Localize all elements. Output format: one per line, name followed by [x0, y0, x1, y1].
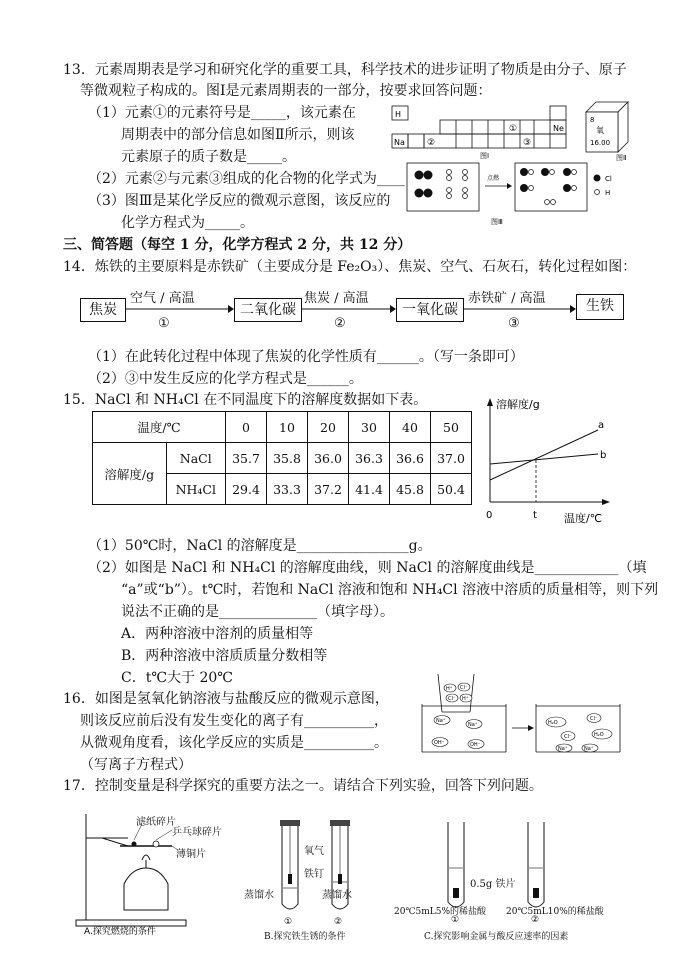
- q13-sub2: （2）元素②与元素③组成的化合物的化学式为____: [88, 171, 405, 187]
- periodic-table-figure: [390, 104, 590, 160]
- oxygen-mass: 16.00: [590, 139, 611, 147]
- curve-a-label: a: [598, 420, 605, 431]
- solubility-table: [92, 411, 472, 505]
- section3-heading: 三、简答题（每空 1 分，化学方程式 2 分，共 12 分）: [63, 237, 412, 253]
- q13-sub3b: 化学方程式为_____。: [121, 215, 254, 231]
- q16-line2: 则该反应前后没有发生变化的离子有__________，: [80, 713, 388, 729]
- q13-line2: 等微观粒子构成的。图Ⅰ是元素周期表的一部分，按要求回答问题：: [80, 83, 492, 99]
- nh4cl-10: 33.3: [267, 474, 308, 505]
- legend-cl: Cl: [605, 175, 612, 183]
- flow-step2: ②: [334, 316, 346, 331]
- ion-na-4: Na⁺: [584, 746, 594, 752]
- ion-na-3: Na⁺: [558, 746, 568, 752]
- q15-sub2a: （2）如图是 NaCl 和 NH₄Cl 的溶解度曲线，则 NaCl 的溶解度曲线是____________（填: [88, 560, 647, 576]
- q15-sub2b: “a”或“b”）。t℃时，若饱和 NaCl 溶液和饱和 NH₄Cl 溶液中溶质的质量相等，则下列: [121, 582, 659, 598]
- ignite-label: 点燃: [487, 175, 500, 182]
- cell-3: ③: [523, 138, 532, 148]
- ion-cl-1: Cl⁻: [460, 685, 468, 691]
- sol-header: 溶解度/g: [93, 443, 167, 505]
- label-acid-5: 20℃5mL5%的稀盐酸: [394, 907, 487, 917]
- flow-box-coke: 焦炭: [80, 298, 126, 322]
- flow-box-iron: 生铁: [576, 294, 624, 320]
- row-name-nacl: NaCl: [166, 443, 225, 474]
- ion-cl-4: Cl⁻: [564, 734, 572, 740]
- label-water2: 蒸馏水: [322, 890, 352, 901]
- nh4cl-30: 41.4: [349, 474, 390, 505]
- temp-30: 30: [349, 412, 390, 443]
- temp-50: 50: [431, 412, 472, 443]
- label-iron-nail: 铁钉: [304, 869, 324, 880]
- curve-origin: 0: [486, 510, 493, 521]
- reaction-micro-diagram: [405, 160, 630, 226]
- fig1-label: 图Ⅰ: [480, 152, 490, 160]
- nh4cl-50: 50.4: [431, 474, 472, 505]
- legend-h: H: [605, 189, 611, 197]
- nh4cl-20: 37.2: [308, 474, 349, 505]
- temp-20: 20: [308, 412, 349, 443]
- q16-line3: 从微观角度看，该化学反应的实质是__________。: [80, 735, 388, 751]
- label-pingpong: 乒乓球碎片: [172, 827, 222, 838]
- temp-10: 10: [267, 412, 308, 443]
- flow-box-co2: 二氧化碳: [234, 298, 302, 322]
- nacl-10: 35.8: [267, 443, 308, 474]
- q13-sub1a: （1）元素①的元素符号是_____，该元素在: [88, 105, 356, 121]
- oxygen-name: 氧: [596, 126, 604, 135]
- ion-cl-3: Cl⁻: [590, 716, 598, 722]
- label-iron-piece: 0.5g 铁片: [470, 879, 516, 890]
- temp-0: 0: [226, 412, 267, 443]
- ion-na-2: Na⁺: [468, 722, 478, 728]
- row-name-nh4cl: NH₄Cl: [166, 474, 225, 505]
- tube2-number: ②: [334, 917, 343, 927]
- caption-c: C.探究影响金属与酸反应速率的因素: [424, 932, 569, 942]
- q15-option-b: B．两种溶液中溶质质量分数相等: [121, 648, 328, 664]
- nacl-40: 36.6: [390, 443, 431, 474]
- ion-oh-2: OH⁻: [470, 742, 481, 748]
- caption-a: A.探究燃烧的条件: [84, 927, 156, 936]
- curve-xlabel: 温度/℃: [564, 512, 603, 525]
- oxygen-element-cube: [582, 100, 632, 162]
- q13-sub1b: 周期表中的部分信息如图Ⅱ所示，则该: [121, 127, 355, 143]
- q13-sub1c: 元素原子的质子数是_____。: [121, 149, 296, 165]
- q14-sub1: （1）在此转化过程中体现了焦炭的化学性质有______。（写一条即可）: [88, 349, 524, 365]
- cell-2: ②: [427, 138, 436, 148]
- ion-na-1: Na⁺: [436, 718, 446, 724]
- flow-box-co: 一氧化碳: [396, 298, 464, 322]
- oxygen-number: 8: [590, 116, 595, 124]
- fig3-label: 图Ⅲ: [491, 218, 503, 226]
- q16-line4: （写离子方程式）: [80, 757, 192, 773]
- q16-line1: 16．如图是氢氧化钠溶液与盐酸反应的微观示意图，: [63, 691, 389, 707]
- solubility-curve: [480, 392, 620, 526]
- q13-sub3a: （3）图Ⅲ是某化学反应的微观示意图，该反应的: [88, 193, 391, 209]
- curve-t: t: [533, 510, 537, 521]
- fig2-label: 图Ⅱ: [616, 154, 627, 162]
- ion-h-2: H⁺: [462, 696, 469, 702]
- flow-step1: ①: [158, 316, 170, 331]
- temp-header: 温度/℃: [93, 412, 226, 443]
- q13-line1: 13．元素周期表是学习和研究化学的重要工具，科学技术的进步证明了物质是由分子、原子: [63, 62, 627, 78]
- label-filter-paper: 滤纸碎片: [136, 817, 176, 828]
- label-acid-10: 20℃5mL10%的稀盐酸: [506, 907, 604, 917]
- nacl-50: 37.0: [431, 443, 472, 474]
- temp-40: 40: [390, 412, 431, 443]
- nh4cl-0: 29.4: [226, 474, 267, 505]
- label-oxygen: 氧气: [304, 846, 324, 857]
- caption-b: B.探究铁生锈的条件: [264, 932, 346, 942]
- cell-1: ①: [509, 124, 518, 134]
- ion-h2o-2: H₂O: [594, 732, 604, 738]
- ion-oh-1: OH⁻: [434, 740, 445, 746]
- q15-option-c: C．t℃大于 20℃: [121, 670, 233, 686]
- flow-arrow2-label: 焦炭 / 高温: [304, 291, 369, 306]
- ion-cl-2: Cl⁻: [448, 696, 456, 702]
- neutralization-diagram: [418, 672, 624, 758]
- nacl-0: 35.7: [226, 443, 267, 474]
- q14-sub2: （2）③中发生反应的化学方程式是______。: [88, 371, 363, 387]
- flow-arrow1-label: 空气 / 高温: [130, 291, 195, 306]
- tube1-number: ①: [284, 917, 293, 927]
- cell-na: Na: [394, 138, 405, 147]
- cell-ne: Ne: [553, 124, 564, 133]
- c-tube2-number: ②: [531, 915, 540, 925]
- c-tube1-number: ①: [451, 915, 460, 925]
- q15-sub1: （1）50℃时，NaCl 的溶解度是________________g。: [88, 538, 432, 554]
- label-copper-sheet: 薄铜片: [176, 849, 206, 860]
- flow-arrow3-label: 赤铁矿 / 高温: [468, 291, 546, 306]
- nh4cl-40: 45.8: [390, 474, 431, 505]
- nacl-30: 36.3: [349, 443, 390, 474]
- label-water1: 蒸馏水: [244, 890, 274, 901]
- q14-line1: 14．炼铁的主要原料是赤铁矿（主要成分是 Fe₂O₃）、焦炭、空气、石灰石，转化过程如图：: [63, 259, 637, 275]
- cell-h: H: [395, 110, 402, 119]
- ion-h-1: H⁺: [446, 686, 453, 692]
- ion-h2o-1: H₂O: [548, 720, 558, 726]
- q15-line1: 15．NaCl 和 NH₄Cl 在不同温度下的溶解度数据如下表。: [63, 392, 428, 408]
- q15-sub2c: 说法不正确的是______________（填字母）。: [121, 604, 394, 620]
- nacl-20: 36.0: [308, 443, 349, 474]
- flow-step3: ③: [508, 316, 520, 331]
- curve-ylabel: 溶解度/g: [496, 398, 540, 411]
- curve-b-label: b: [600, 450, 607, 461]
- q17-line1: 17．控制变量是科学探究的重要方法之一。请结合下列实验，回答下列问题。: [63, 778, 543, 794]
- q15-option-a: A．两种溶液中溶剂的质量相等: [121, 626, 314, 642]
